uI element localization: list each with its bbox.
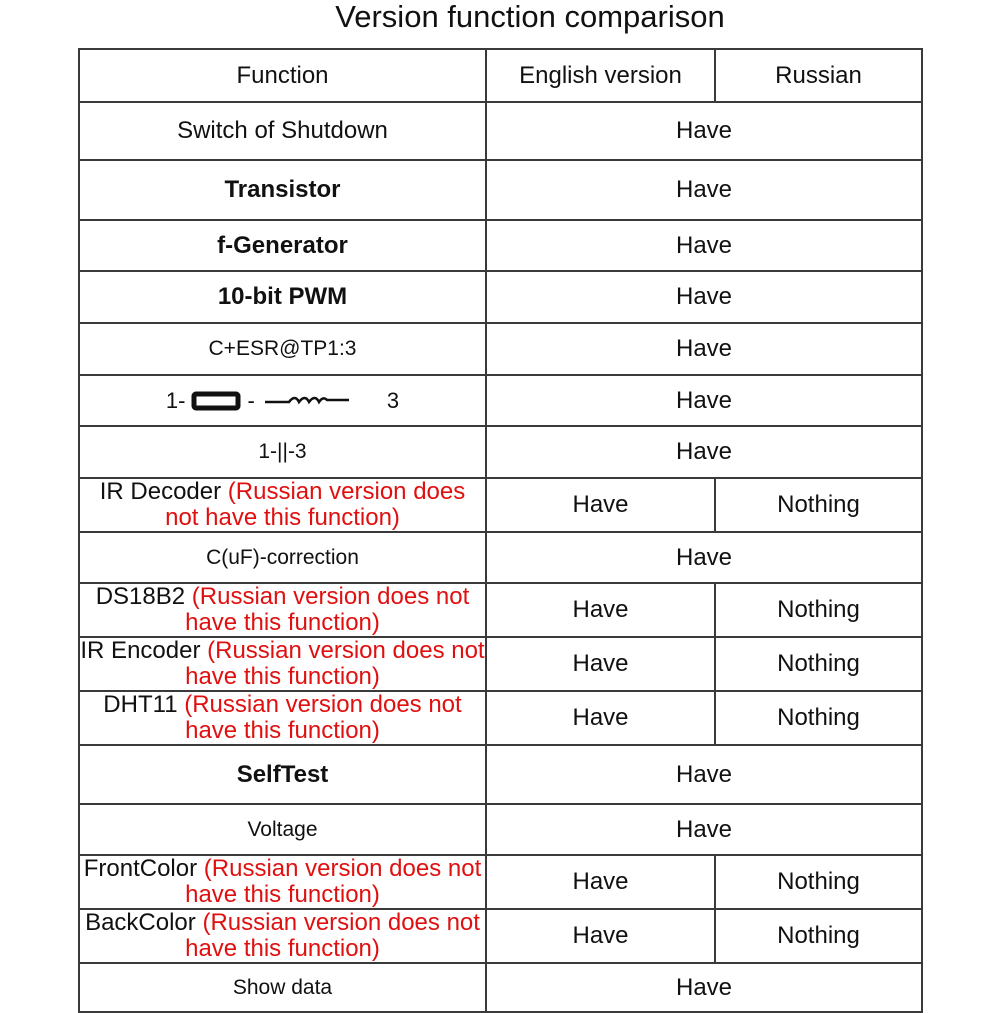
table-row [79, 963, 922, 1012]
english-cell: Have [486, 963, 922, 1012]
table-row [79, 271, 922, 323]
comparison-table [78, 48, 923, 1013]
function-cell [79, 909, 486, 963]
page-title: Version function comparison [335, 0, 725, 34]
russian-note: (Russian version does not have this function) [184, 691, 462, 744]
table-row [79, 532, 922, 583]
english-cell: Have [486, 745, 922, 804]
function-label: BackColor [85, 909, 196, 936]
table-row [79, 323, 922, 375]
function-cell [79, 583, 486, 637]
function-cell: C(uF)-correction [79, 532, 486, 583]
table-row [79, 691, 922, 745]
table-row [79, 220, 922, 271]
function-cell: Transistor [79, 160, 486, 220]
english-cell: Have [486, 220, 922, 271]
russian-cell: Nothing [715, 583, 922, 637]
english-cell: Have [486, 271, 922, 323]
english-cell: Have [486, 909, 715, 963]
table-row [79, 426, 922, 478]
table-row [79, 102, 922, 160]
table-row [79, 375, 922, 426]
table-row [79, 909, 922, 963]
symbol-mid: - [247, 387, 255, 413]
symbol-suffix: 3 [386, 387, 400, 413]
function-cell [79, 637, 486, 691]
english-cell: Have [486, 426, 922, 478]
english-cell: Have [486, 691, 715, 745]
english-cell: Have [486, 102, 922, 160]
function-cell [79, 478, 486, 532]
function-label: IR Encoder [80, 637, 201, 664]
header-russian: Russian [715, 49, 922, 102]
english-cell: Have [486, 323, 922, 375]
english-cell: Have [486, 532, 922, 583]
function-cell: C+ESR@TP1:3 [79, 323, 486, 375]
russian-note: (Russian version does not have this function) [185, 855, 482, 908]
function-label: DS18B2 [95, 583, 186, 610]
table-row [79, 745, 922, 804]
function-cell: Show data [79, 963, 486, 1012]
english-cell: Have [486, 583, 715, 637]
header-english: English version [486, 49, 715, 102]
function-cell: Voltage [79, 804, 486, 855]
function-label: IR Decoder [99, 478, 222, 505]
english-cell: Have [486, 804, 922, 855]
russian-note: (Russian version does not have this function) [165, 478, 466, 531]
function-cell: f-Generator [79, 220, 486, 271]
english-cell: Have [486, 855, 715, 909]
russian-note: (Russian version does not have this function) [185, 909, 480, 962]
russian-cell: Nothing [715, 637, 922, 691]
function-cell: 1-||-3 [79, 426, 486, 478]
header-function: Function [79, 49, 486, 102]
russian-note: (Russian version does not have this function) [185, 583, 470, 636]
function-cell: 10-bit PWM [79, 271, 486, 323]
english-cell: Have [486, 637, 715, 691]
table-header-row [79, 49, 922, 102]
english-cell: Have [486, 375, 922, 426]
inductor-icon [261, 390, 353, 412]
function-cell: Switch of Shutdown [79, 102, 486, 160]
english-cell: Have [486, 160, 922, 220]
russian-cell: Nothing [715, 478, 922, 532]
table-row [79, 855, 922, 909]
table-row [79, 637, 922, 691]
function-cell [79, 691, 486, 745]
function-cell [79, 855, 486, 909]
function-label: DHT11 [103, 691, 178, 718]
table-row [79, 160, 922, 220]
russian-note: (Russian version does not have this function) [185, 637, 485, 690]
russian-cell: Nothing [715, 909, 922, 963]
symbol-prefix: 1- [165, 387, 186, 413]
resistor-icon [191, 390, 241, 412]
russian-cell: Nothing [715, 855, 922, 909]
function-cell: SelfTest [79, 745, 486, 804]
function-cell [79, 375, 486, 426]
table-row [79, 804, 922, 855]
english-cell: Have [486, 478, 715, 532]
table-row [79, 478, 922, 532]
function-label: FrontColor [83, 855, 198, 882]
table-row [79, 583, 922, 637]
russian-cell: Nothing [715, 691, 922, 745]
